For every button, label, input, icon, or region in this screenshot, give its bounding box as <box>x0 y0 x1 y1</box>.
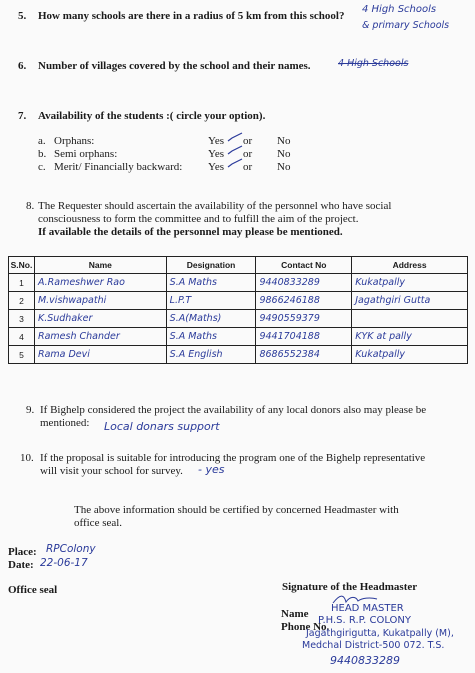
cell-address <box>352 310 468 328</box>
q5-answer-line1: 4 High Schools <box>362 4 437 15</box>
stamp-line4: Medchal District-500 072. T.S. <box>302 640 445 651</box>
q7-c-yes: Yes <box>208 161 225 173</box>
certify-line2: office seal. <box>74 517 123 529</box>
cell-contact: 9866246188 <box>256 292 352 310</box>
q9-line2: mentioned: <box>40 417 90 429</box>
cell-address: Kukatpally <box>352 274 468 292</box>
stamp-line1: HEAD MASTER <box>331 603 404 614</box>
q7-b-letter: b. <box>38 148 47 160</box>
q5-number: 5. <box>18 10 27 22</box>
q6-text: Number of villages covered by the school and their names. <box>38 60 311 72</box>
header-address: Address <box>352 257 468 274</box>
tick-mark-a <box>228 133 242 141</box>
stamp-line3: Jagathgirigutta, Kukatpally (M), <box>306 628 454 639</box>
cell-name: M.vishwapathi <box>34 292 166 310</box>
table-row <box>9 274 468 292</box>
q9-answer: Local donars support <box>104 420 220 433</box>
cell-address: Kukatpally <box>352 346 468 364</box>
certify-line1: The above information should be certified by concerned Headmaster with <box>74 504 399 516</box>
q7-c-letter: c. <box>38 161 46 173</box>
q6-answer: 4 High Schools <box>338 58 409 69</box>
table-row <box>9 328 468 346</box>
header-designation: Designation <box>166 257 256 274</box>
cell-sno: 4 <box>9 328 35 346</box>
q5-answer-line2: & primary Schools <box>362 20 450 31</box>
q9-number: 9. <box>26 404 35 416</box>
cell-sno: 2 <box>9 292 35 310</box>
q10-number: 10. <box>20 452 34 464</box>
q7-b-label: Semi orphans: <box>54 148 118 160</box>
q10-answer: - yes <box>198 463 225 476</box>
personnel-table <box>8 256 468 364</box>
tick-marks <box>226 132 246 176</box>
cell-name: K.Sudhaker <box>34 310 166 328</box>
name-label: Name <box>281 608 309 620</box>
cell-contact: 9490559379 <box>256 310 352 328</box>
q7-b-yes: Yes <box>208 148 225 160</box>
place-value: RPColony <box>46 543 96 555</box>
q10-line2: will visit your school for survey. <box>40 465 183 477</box>
cell-name: Ramesh Chander <box>34 328 166 346</box>
cell-sno: 5 <box>9 346 35 364</box>
header-contact: Contact No <box>256 257 352 274</box>
phone-value: 9440833289 <box>330 654 400 667</box>
q7-a-or: or <box>243 135 253 147</box>
cell-contact: 9440833289 <box>256 274 352 292</box>
cell-designation: S.A English <box>166 346 256 364</box>
q7-b-or: or <box>243 148 253 160</box>
q7-c-or: or <box>243 161 253 173</box>
cell-address: Jagathgiri Gutta <box>352 292 468 310</box>
q7-text: Availability of the students :( circle your option). <box>38 110 266 122</box>
q7-number: 7. <box>18 110 27 122</box>
q8-line3: If available the details of the personnel may please be mentioned. <box>38 226 343 238</box>
q5-text: How many schools are there in a radius of 5 km from this school? <box>38 10 345 22</box>
header-sno: S.No. <box>9 257 35 274</box>
q8-line2: consciousness to form the committee and to fulfill the aim of the project. <box>38 213 359 225</box>
header-name: Name <box>34 257 166 274</box>
cell-sno: 1 <box>9 274 35 292</box>
cell-name: A.Rameshwer Rao <box>34 274 166 292</box>
cell-name: Rama Devi <box>34 346 166 364</box>
q8-line1: The Requester should ascertain the availability of the personnel who have social <box>38 200 392 212</box>
stamp-line2: P.H.S. R.P. COLONY <box>318 615 412 626</box>
q7-c-label: Merit/ Financially backward: <box>54 161 183 173</box>
q7-b-no: No <box>277 148 291 160</box>
q8-number: 8. <box>26 200 35 212</box>
cell-designation: S.A Maths <box>166 274 256 292</box>
cell-contact: 8686552384 <box>256 346 352 364</box>
cell-designation: S.A(Maths) <box>166 310 256 328</box>
q7-a-letter: a. <box>38 135 46 147</box>
cell-designation: L.P.T <box>166 292 256 310</box>
signature-label: Signature of the Headmaster <box>282 581 418 593</box>
table-header-row <box>9 257 468 274</box>
office-seal-label: Office seal <box>8 584 58 596</box>
q9-line1: If Bighelp considered the project the availability of any local donors also may please be <box>40 404 427 416</box>
q7-c-no: No <box>277 161 291 173</box>
cell-contact: 9441704188 <box>256 328 352 346</box>
place-label: Place: <box>8 546 37 558</box>
tick-mark-b <box>228 146 242 154</box>
q7-a-yes: Yes <box>208 135 225 147</box>
q6-number: 6. <box>18 60 27 72</box>
q7-a-label: Orphans: <box>54 135 95 147</box>
date-value: 22-06-17 <box>40 557 88 569</box>
cell-address: KYK at pally <box>352 328 468 346</box>
table-row <box>9 292 468 310</box>
table-row <box>9 310 468 328</box>
tick-mark-c <box>228 159 242 167</box>
phone-label: Phone No. <box>281 621 330 633</box>
cell-designation: S.A Maths <box>166 328 256 346</box>
table-row <box>9 346 468 364</box>
q7-a-no: No <box>277 135 291 147</box>
cell-sno: 3 <box>9 310 35 328</box>
date-label: Date: <box>8 559 34 571</box>
q10-line1: If the proposal is suitable for introducing the program one of the Bighelp representative <box>40 452 426 464</box>
